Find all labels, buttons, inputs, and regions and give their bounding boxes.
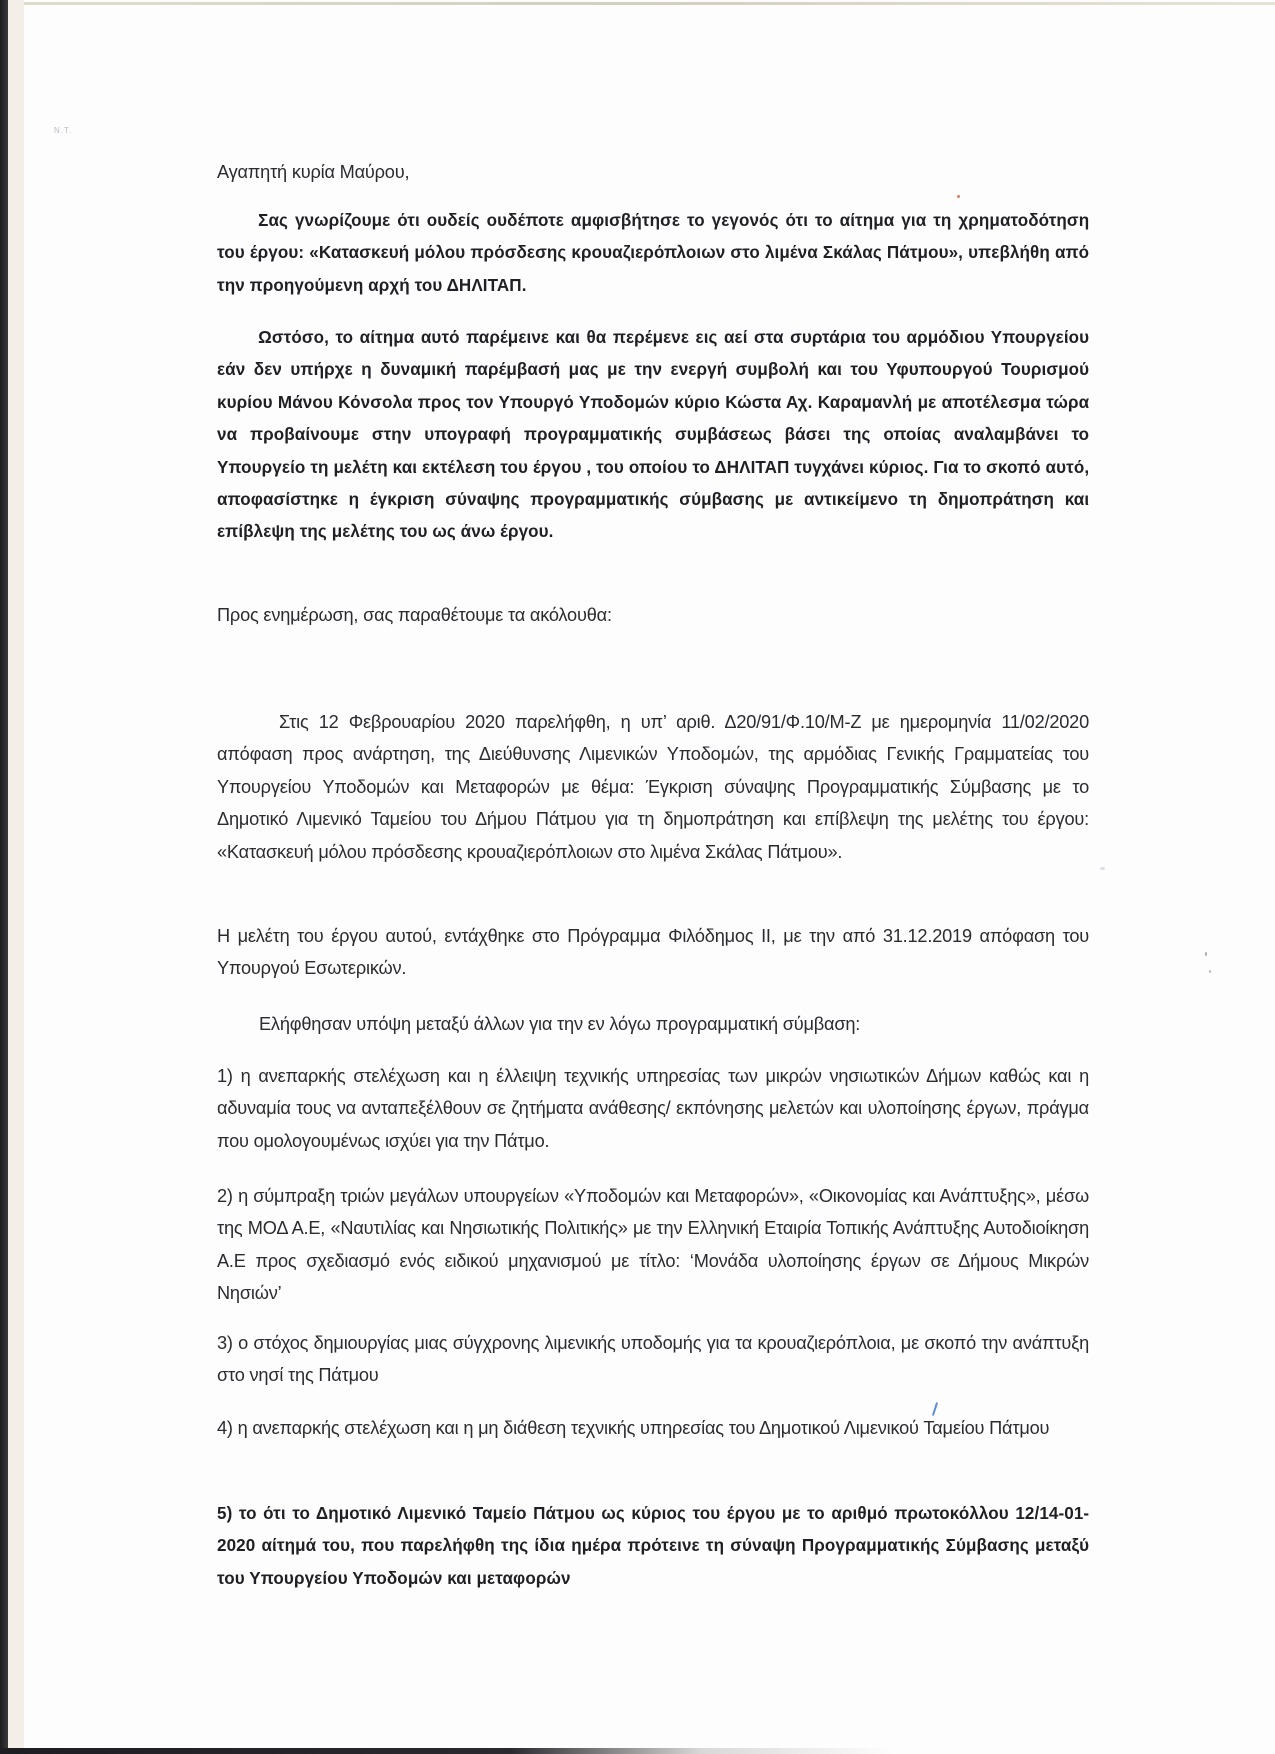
paragraph-program: Η μελέτη του έργου αυτού, εντάχθηκε στο Πρόγραμμα Φιλόδημος ΙΙ, με την από 31.12.2019 απόφαση του Υπουργού Εσωτερικών. [217,926,1089,979]
paragraph-decision: Στις 12 Φεβρουαρίου 2020 παρελήφθη, η υπ’ αριθ. Δ20/91/Φ.10/Μ-Ζ με ημερομηνία 11/02/2020 απόφαση προς ανάρτηση, της Διεύθυνσης Λιμενικών Υποδομών, της αρμόδιας Γενικής Γραμματείας του Υπουργείου Υποδομών και Μεταφορών με θέμα: Έγκριση σύναψης Προγραμματικής Σύμβασης με το Δημοτικό Λιμενικό Ταμείου του Δήμου Πάτμου για τη δημοπράτηση και επίβλεψη της μελέτης του έργου: «Κατασκευή μόλου πρόσδεσης κρουαζιερόπλοιων στο λιμένα Σκάλας Πάτμου». [217,712,1089,862]
ink-speck [1100,867,1105,870]
scan-margin-band [8,0,24,1754]
paragraph-considerations: Ελήφθησαν υπόψη μεταξύ άλλων για την εν λόγω προγραμματική σύμβαση: [259,1014,861,1034]
scan-edge-left [0,0,8,1754]
list-item-2: 2) η σύμπραξη τριών μεγάλων υπουργείων «Υποδομών και Μεταφορών», «Οικονομίας και Ανάπτυξης», μέσω της ΜΟΔ Α.Ε, «Ναυτιλίας και Νησιωτικής Πολιτικής» με την Ελληνική Εταιρία Τοπικής Ανάπτυξης Αυτοδιοίκηση Α.Ε προς σχεδιασμό ενός ειδικού μηχανισμού με τίτλο: ‘Μονάδα υλοποίησης έργων σε Δήμους Μικρών Νησιών’ [217,1186,1089,1304]
paragraph-claim: Σας γνωρίζουμε ότι ουδείς ουδέποτε αμφισβήτησε το γεγονός ότι το αίτημα για τη χρηματοδότηση του έργου: «Κατασκευή μόλου πρόσδεσης κρουαζιερόπλοιων στο λιμένα Σκάλας Πάτμου», υπεβλήθη από την προηγούμενη αρχή του ΔΗΛΙΤΑΠ. [217,210,1090,295]
ink-speck [1205,952,1207,956]
salutation: Αγαπητή κυρία Μαύρου, [217,162,410,182]
paragraph-intro: Προς ενημέρωση, σας παραθέτουμε τα ακόλουθα: [217,605,612,625]
scan-bottom-edge [0,1748,1275,1754]
ink-speck [957,195,960,198]
paragraph-intervention: Ωστόσο, το αίτημα αυτό παρέμεινε και θα περέμενε εις αεί στα συρτάρια του αρμόδιου Υπουργείου εάν δεν υπήρχε η δυναμική παρέμβασή μας με την ενεργή συμβολή και του Υφυπουργού Τουρισμού κυρίου Μάνου Κόνσολα προς τον Υπουργό Υποδομών κύριο Κώστα Αχ. Καραμανλή με αποτέλεσμα τώρα να προβαίνουμε στην υπογραφή προγραμματικής συμβάσεως βάσει της οποίας αναλαμβάνει το Υπουργείο τη μελέτη και εκτέλεση του έργου , του οποίου το ΔΗΛΙΤΑΠ τυγχάνει κύριος. Για το σκοπό αυτό, αποφασίστηκε η έγκριση σύναψης προγραμματικής σύμβασης με αντικείμενο τη δημοπράτηση και επίβλεψη της μελέτης του ως άνω έργου. [217,327,1090,542]
ink-speck [1209,970,1211,973]
list-item-4: 4) η ανεπαρκής στελέχωση και η μη διάθεση τεχνικής υπηρεσίας του Δημοτικού Λιμενικού Ταμείου Πάτμου [217,1418,1050,1438]
scan-top-line [24,2,1275,5]
list-item-3: 3) ο στόχος δημιουργίας μιας σύγχρονης λιμενικής υποδομής για τα κρουαζιερόπλοια, με σκοπό την ανάπτυξη στο νησί της Πάτμου [217,1333,1089,1386]
list-item-1: 1) η ανεπαρκής στελέχωση και η έλλειψη τεχνικής υπηρεσίας των μικρών νησιωτικών Δήμων καθώς και η αδυναμία τους να ανταπεξέλθουν σε ζητήματα ανάθεσης/ εκπόνησης μελετών και υλοποίησης έργων, πράγμα που ομολογουμένως ισχύει για την Πάτμο. [217,1066,1089,1151]
marginal-mark: Ν.Τ. [54,126,73,135]
list-item-5: 5) το ότι το Δημοτικό Λιμενικό Ταμείο Πάτμου ως κύριος του έργου με το αριθμό πρωτοκόλλου 12/14-01-2020 αίτημά του, που παρελήφθη της ίδια ημέρα πρότεινε τη σύναψη Προγραμματικής Σύμβασης μεταξύ του Υπουργείου Υποδομών και μεταφορών [217,1503,1090,1588]
